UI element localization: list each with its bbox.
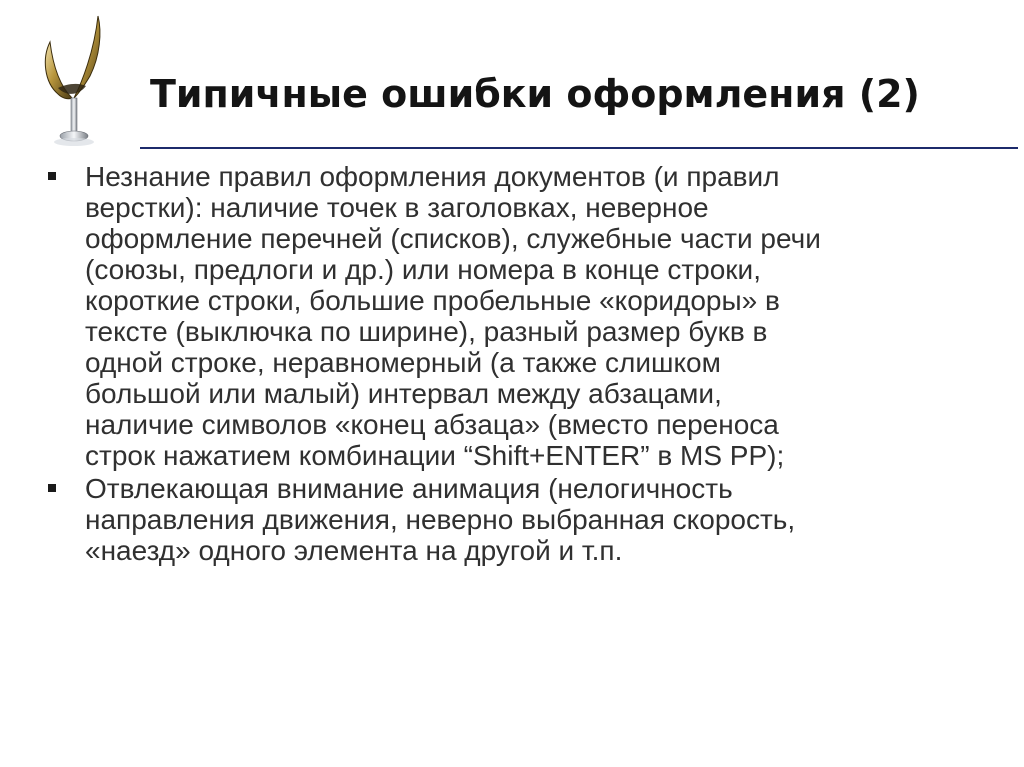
- square-bullet-icon: [48, 172, 56, 180]
- bullet-text-line: одной строке, неравномерный (а также слишком: [85, 347, 721, 378]
- bullet-item-formatting-rules: [44, 161, 974, 471]
- bullet-item-animation: [44, 473, 974, 566]
- bullet-text-line: (союзы, предлоги и др.) или номера в конце строки,: [85, 254, 761, 285]
- bullet-text-line: большой или малый) интервал между абзацами,: [85, 378, 722, 409]
- bullet-text-line: Незнание правил оформления документов (и правил: [85, 161, 780, 192]
- bullet-text-line: направления движения, неверно выбранная скорость,: [85, 504, 796, 535]
- bullet-text-line: тексте (выключка по ширине), разный размер букв в: [85, 316, 768, 347]
- square-bullet-icon: [48, 484, 56, 492]
- bullet-text-line: оформление перечней (списков), служебные части речи: [85, 223, 821, 254]
- goblet-logo-icon: [28, 12, 120, 150]
- bullet-text-line: короткие строки, большие пробельные «коридоры» в: [85, 285, 780, 316]
- title-divider: [140, 147, 1018, 149]
- bullet-text-line: верстки): наличие точек в заголовках, неверное: [85, 192, 709, 223]
- bullet-text-line: «наезд» одного элемента на другой и т.п.: [85, 535, 623, 566]
- bullet-list: [44, 161, 974, 568]
- bullet-text-line: наличие символов «конец абзаца» (вместо переноса: [85, 409, 779, 440]
- bullet-text-line: Отвлекающая внимание анимация (нелогичность: [85, 473, 733, 504]
- bullet-text-line: строк нажатием комбинации “Shift+ENTER” в MS PP);: [85, 440, 785, 471]
- slide-title: Типичные ошибки оформления (2): [150, 72, 920, 116]
